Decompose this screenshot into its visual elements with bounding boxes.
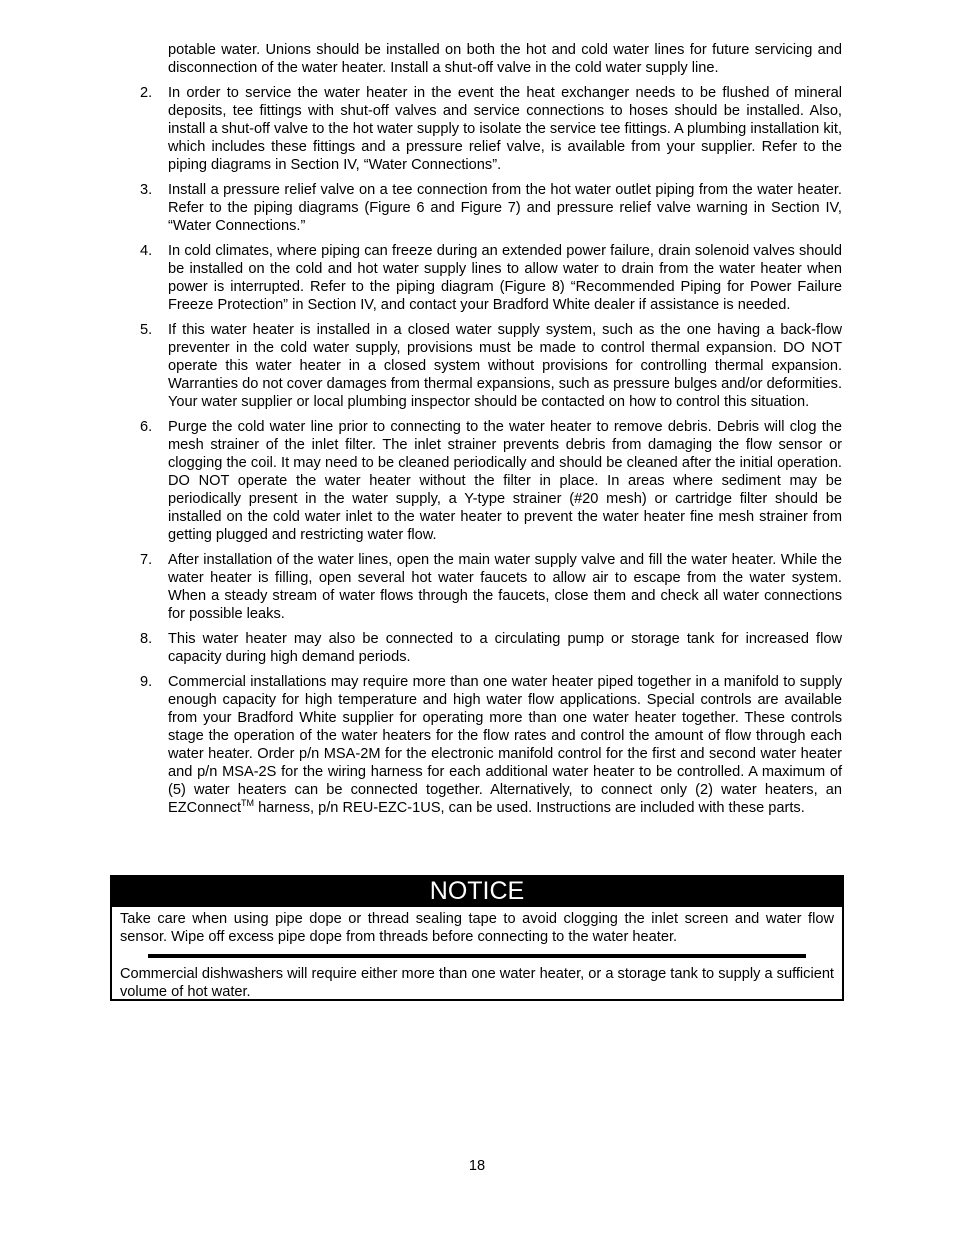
item-text-part: Commercial installations may require more than one water heater piped together in a manifold to supply enough capacity for high temperature and high water flow applications. Special controls are available from your Bradford White supplier for operating more than one water heater together. These controls stage the operation of the water heaters for the flow rates and control the amount of flow through each water heater. Order p/n MSA-2M for the electronic manifold control for the first and second water heater and p/n MSA-2S for the wiring harness for each additional water heater to be controlled. A maximum of (5) water heaters can be connected together. Alternatively, to connect only (2) water heaters, an EZConnect xyxy=(168,674,842,816)
item-text-part: harness, p/n REU-EZC-1US, can be used. Instructions are included with these parts. xyxy=(254,800,805,816)
notice-divider xyxy=(148,954,806,958)
list-item xyxy=(112,242,842,314)
list-item xyxy=(112,418,842,544)
item-number: 4. xyxy=(140,243,153,259)
item-text xyxy=(168,673,842,817)
item-number: 6. xyxy=(140,419,153,435)
list-item xyxy=(112,84,842,174)
item-text: Purge the cold water line prior to connecting to the water heater to remove debris. Debris will clog the mesh strainer of the inlet filter. The inlet strainer prevents debris from damaging the flow sensor or clogging the coil. It may need to be cleaned periodically and should be cleaned after the initial operation. DO NOT operate the water heater without the filter in place. In areas where sediment may be periodically present in the water supply, a Y-type strainer (#20 mesh) or cartridge filter should be installed on the cold water inlet to the water heater to prevent the water heater fine mesh strainer from getting plugged and restricting water flow. xyxy=(168,419,842,543)
item-text: In cold climates, where piping can freeze during an extended power failure, drain solenoid valves should be installed on the cold and hot water supply lines to allow water to drain from the water heater when power is interrupted. Refer to the piping diagram (Figure 8) “Recommended Piping for Power Failure Freeze Protection” in Section IV, and contact your Bradford White dealer if assistance is needed. xyxy=(168,243,842,313)
continued-paragraph: potable water. Unions should be installed on both the hot and cold water lines for future servicing and disconnection of the water heater. Install a shut-off valve in the cold water supply line. xyxy=(168,42,842,76)
item-text: After installation of the water lines, open the main water supply valve and fill the water heater. While the water heater is filling, open several hot water faucets to allow air to escape from the water system. When a steady stream of water flows through the faucets, close them and check all water connections for possible leaks. xyxy=(168,552,842,622)
list-item xyxy=(112,673,842,817)
item-text: If this water heater is installed in a closed water supply system, such as the one having a back-flow preventer in the cold water supply, provisions must be made to control thermal expansion. DO NOT operate this water heater in a closed system without provisions for controlling thermal expansion. Warranties do not cover damages from thermal expansions, such as pressure bulges and/or deformities. Your water supplier or local plumbing inspector should be contacted on how to control this situation. xyxy=(168,322,842,410)
item-number: 7. xyxy=(140,552,153,568)
item-text: In order to service the water heater in the event the heat exchanger needs to be flushed of mineral deposits, tee fittings with shut-off valves and service connections to hoses should be installed. Also, install a shut-off valve to the hot water supply to isolate the service tee fittings. A plumbing installation kit, which includes these fittings and a pressure relief valve, is available from your supplier. Refer to the piping diagrams in Section IV, “Water Connections”. xyxy=(168,85,842,173)
list-item xyxy=(112,630,842,666)
item-number: 2. xyxy=(140,85,153,101)
notice-title: NOTICE xyxy=(112,877,842,907)
trademark-superscript: TM xyxy=(241,798,255,808)
item-number: 5. xyxy=(140,322,153,338)
item-text: This water heater may also be connected to a circulating pump or storage tank for increased flow capacity during high demand periods. xyxy=(168,631,842,665)
page-number: 18 xyxy=(468,1158,486,1174)
notice-body xyxy=(112,907,842,1001)
notice-paragraph: Commercial dishwashers will require either more than one water heater, or a storage tank to supply a sufficient volume of hot water. xyxy=(120,966,834,1000)
item-number: 9. xyxy=(140,674,153,690)
notice-box xyxy=(110,875,844,1001)
item-number: 3. xyxy=(140,182,153,198)
item-text: Install a pressure relief valve on a tee connection from the hot water outlet piping from the water heater. Refer to the piping diagrams (Figure 6 and Figure 7) and pressure relief valve warning in Section IV, “Water Connections.” xyxy=(168,182,842,234)
instructions-content xyxy=(112,41,842,817)
notice-paragraph: Take care when using pipe dope or thread sealing tape to avoid clogging the inlet screen and water flow sensor. Wipe off excess pipe dope from threads before connecting to the water heater. xyxy=(120,911,834,945)
item-number: 8. xyxy=(140,631,153,647)
list-item xyxy=(112,551,842,623)
list-item xyxy=(112,181,842,235)
list-item xyxy=(112,321,842,411)
